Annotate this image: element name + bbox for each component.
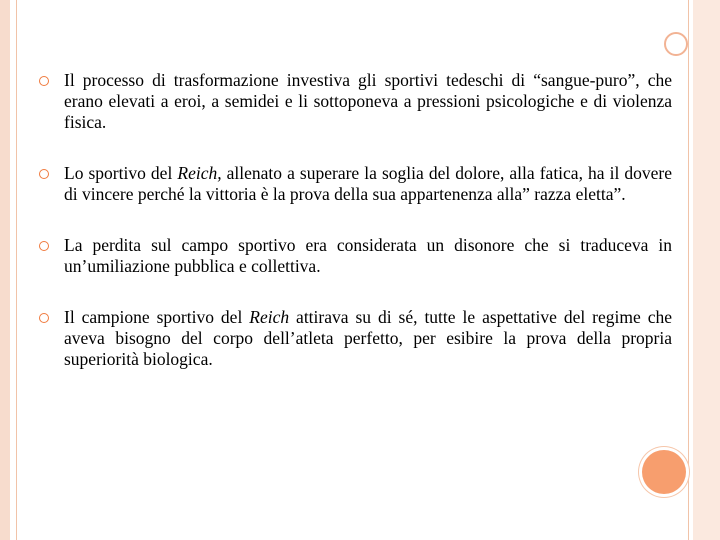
bullet-text-emphasis: Reich, [177, 163, 222, 183]
bullet-text-pre: Lo sportivo del [64, 163, 178, 183]
left-decorative-band [0, 0, 10, 540]
circle-bullet-icon [39, 241, 49, 251]
circle-bullet-icon [39, 313, 49, 323]
bullet-text [64, 163, 672, 205]
decorative-ring-icon [664, 32, 688, 56]
bullet-text-post: attirava su di sé, tutte le aspettative del regime che aveva bisogno del corpo dell’atleta perfetto, per esibire la prova della propria superiorità biologica. [64, 307, 672, 369]
right-decorative-band [693, 0, 720, 540]
bullet-text [64, 307, 672, 370]
bullet-text-post: allenato a superare la soglia del dolore, alla fatica, ha il dovere di vincere perché la vittoria è la prova della sua appartenenza alla” razza eletta”. [64, 163, 672, 204]
bullet-text: La perdita sul campo sportivo era considerata un disonore che si traduceva in un’umiliazione pubblica e collettiva. [64, 235, 672, 276]
bullet-text: Il processo di trasformazione investiva gli sportivi tedeschi di “sangue-puro”, che erano elevati a eroi, a semidei e li sottoponeva a pressioni psicologiche e di violenza fisica. [64, 70, 672, 132]
list-item [36, 307, 672, 370]
left-decorative-line [16, 0, 17, 540]
circle-bullet-icon [39, 76, 49, 86]
list-item [36, 235, 672, 277]
bullet-text-emphasis: Reich [249, 307, 290, 327]
right-decorative-line [688, 0, 689, 540]
list-item [36, 163, 672, 205]
bullet-list [36, 70, 672, 400]
bullet-text-pre: Il campione sportivo del [64, 307, 250, 327]
decorative-orange-circle-icon [642, 450, 686, 494]
circle-bullet-icon [39, 169, 49, 179]
list-item [36, 70, 672, 133]
